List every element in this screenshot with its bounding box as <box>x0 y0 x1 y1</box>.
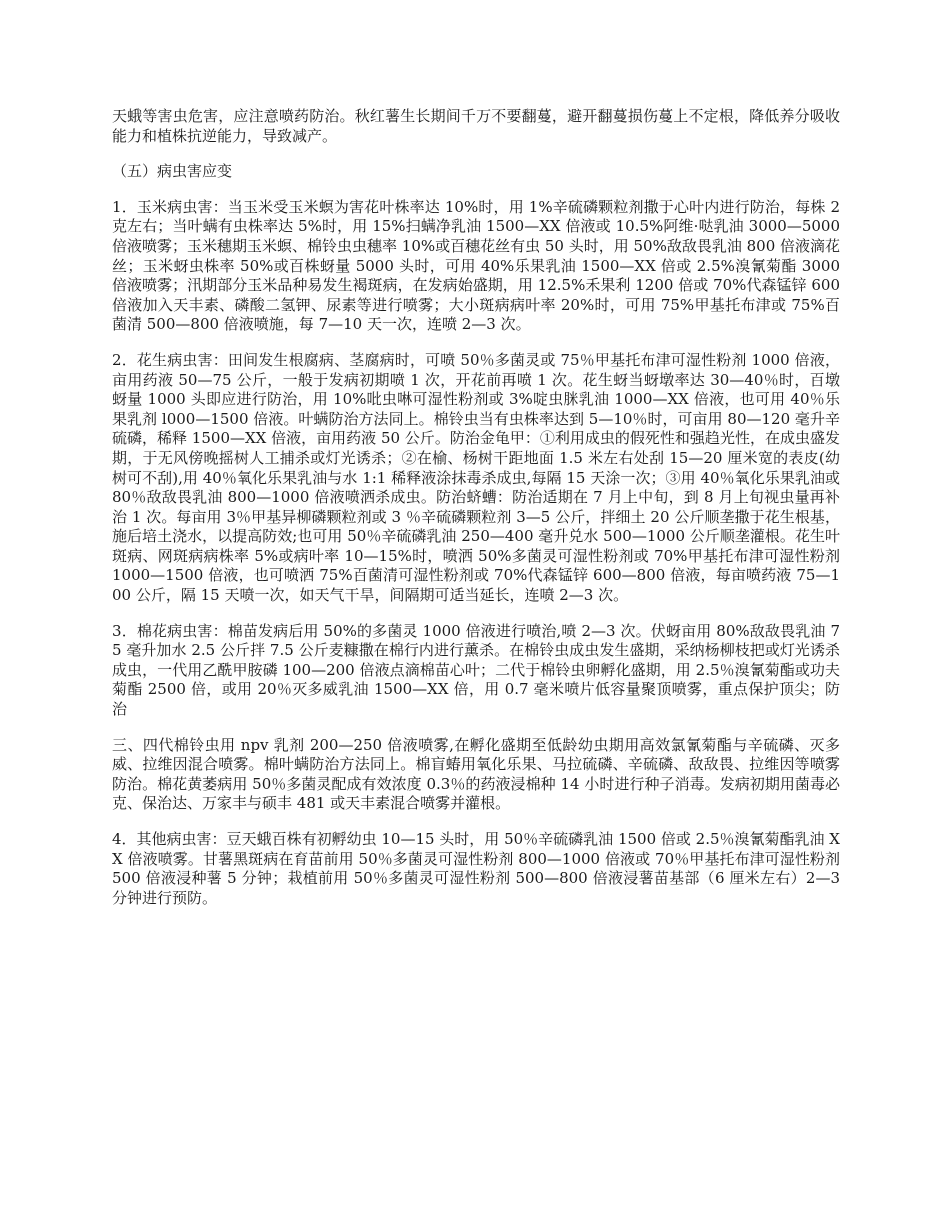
paragraph-other: 4．其他病虫害：豆天蛾百株有初孵幼虫 10—15 头时，用 50％辛硫磷乳油 1500 倍或 2.5％溴氰菊酯乳油 XX 倍液喷雾。甘薯黑斑病在育苗前用 50％多菌灵可湿性粉剂 800—1000 倍液或 70％甲基托布津可湿性粉剂 500 倍液浸种薯 5 分钟；栽植前用 50％多菌灵可湿性粉剂 500—800 倍液浸薯苗基部（6 厘米左右）2—3 分钟进行预防。 <box>112 830 840 907</box>
section-heading: （五）病虫害应变 <box>112 162 233 181</box>
paragraph-corn: 1．玉米病虫害：当玉米受玉米螟为害花叶株率达 10%时，用 1%辛硫磷颗粒剂撒于心叶内进行防治，每株 2 克左右；当叶螨有虫株率达 5%时，用 15%扫螨净乳油 1500—XX 倍液或 10.5%阿维·哒乳油 3000—5000 倍液喷雾；玉米穗期玉米螟、棉铃虫虫穗率 10%或百穗花丝有虫 50 头时，用 50%敌敌畏乳油 800 倍液滴花丝；玉米蚜虫株率 50%或百株蚜量 5000 头时，可用 40%乐果乳油 1500—XX 倍或 2.5%溴氰菊酯 3000 倍液喷雾；汛期部分玉米品种易发生褐斑病，在发病始盛期，用 12.5%禾果利 1200 倍或 70%代森锰锌 600 倍液加入天丰素、磷酸二氢钾、尿素等进行喷雾；大小斑病病叶率 20%时，可用 75%甲基托布津或 75%百菌清 500—800 倍液喷施，每 7—10 天一次，连喷 2—3 次。 <box>112 197 841 334</box>
document-body <box>112 107 840 924</box>
paragraph-cotton: 3．棉花病虫害：棉苗发病后用 50%的多菌灵 1000 倍液进行喷治,喷 2—3 次。伏蚜亩用 80%敌敌畏乳油 75 毫升加水 2.5 公斤拌 7.5 公斤麦糠撒在棉行内进行薰杀。在棉铃虫成虫发生盛期，采纳杨柳枝把或灯光诱杀成虫，一代用乙酰甲胺磷 100—200 倍液点滴棉苗心叶；二代于棉铃虫卵孵化盛期，用 2.5％溴氰菊酯或功夫菊酯 2500 倍，或用 20％灭多威乳油 1500—XX 倍，用 0.7 毫米喷片低容量聚顶喷雾，重点保护顶尖；防治 <box>112 621 840 719</box>
paragraph-cotton-continued: 三、四代棉铃虫用 npv 乳剂 200—250 倍液喷雾,在孵化盛期至低龄幼虫期用高效氯氰菊酯与辛硫磷、灭多威、拉维因混合喷雾。棉叶螨防治方法同上。棉盲蝽用氧化乐果、马拉硫磷、辛硫磷、敌敌畏、拉维因等喷雾防治。棉花黄萎病用 50％多菌灵配成有效浓度 0.3％的药液浸棉种 14 小时进行种子消毒。发病初期用菌毒必克、保治达、万家丰与硕丰 481 或天丰素混合喷雾并灌根。 <box>112 735 840 813</box>
paragraph-peanut: 2．花生病虫害：田间发生根腐病、茎腐病时，可喷 50％多菌灵或 75％甲基托布津可湿性粉剂 1000 倍液，亩用药液 50—75 公斤，一般于发病初期喷 1 次，开花前再喷 1 次。花生蚜当蚜墩率达 30—40％时，百墩蚜量 1000 头即应进行防治，用 10%吡虫啉可湿性粉剂或 3%啶虫脒乳油 1000—XX 倍液，也可用 40％乐果乳剂 l000—1500 倍液。叶螨防治方法同上。棉铃虫当有虫株率达到 5—10％时，可亩用 80—120 毫升辛硫磷，稀释 1500—XX 倍液，亩用药液 50 公斤。防治金龟甲：①利用成虫的假死性和强趋光性，在成虫盛发期，于无风傍晚摇树人工捕杀或灯光诱杀；②在榆、杨树干距地面 1.5 米左右处刮 15—20 厘米宽的表皮(幼树可不刮),用 40％氧化乐果乳油与水 1:1 稀释液涂抹毒杀成虫,每隔 15 天涂一次；③用 40％氧化乐果乳油或 80％敌敌畏乳油 800—1000 倍液喷洒杀成虫。防治蛴螬：防治适期在 7 月上中旬，到 8 月上旬视虫量再补治 1 次。每亩用 3％甲基异柳磷颗粒剂或 3 ％辛硫磷颗粒剂 3—5 公斤，拌细土 20 公斤顺垄撒于花生根基，施后培土浇水，以提高防效;也可用 50％辛硫磷乳油 250—400 毫升兑水 500—1000 公斤顺垄灌根。花生叶斑病、网斑病病株率 5%或病叶率 10—15%时，喷洒 50%多菌灵可湿性粉剂或 70%甲基托布津可湿性粉剂 1000—1500 倍液，也可喷洒 75%百菌清可湿性粉剂或 70%代森锰锌 600—800 倍液，每亩喷药液 75—100 公斤，隔 15 天喷一次，如天气干旱，间隔期可适当延长，连喷 2—3 次。 <box>112 350 840 605</box>
paragraph-intro: 天蛾等害虫危害，应注意喷药防治。秋红薯生长期间千万不要翻蔓，避开翻蔓损伤蔓上不定根，降低养分吸收能力和植株抗逆能力，导致减产。 <box>112 107 840 145</box>
